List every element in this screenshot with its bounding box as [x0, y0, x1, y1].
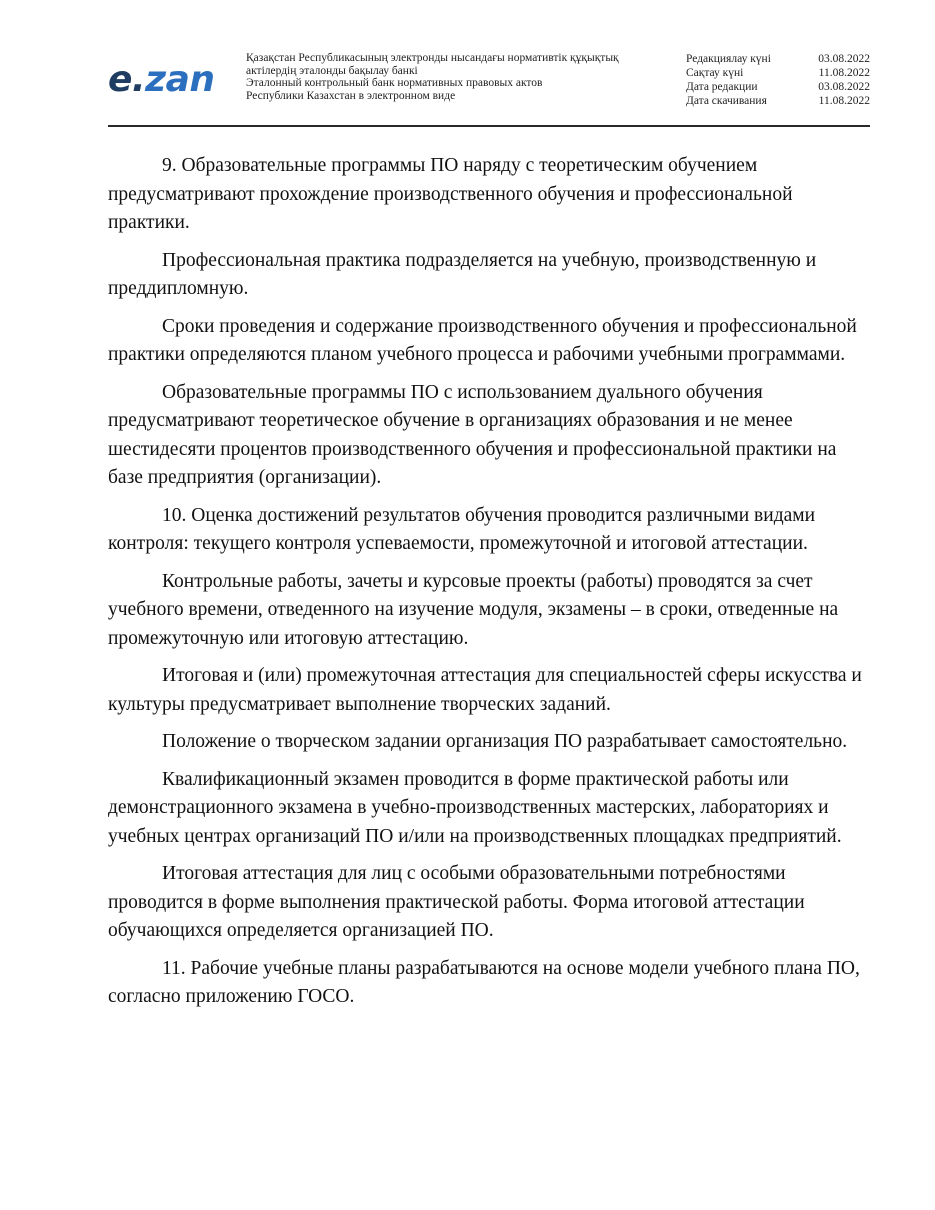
document-body — [108, 152, 868, 1021]
logo-zan: zan — [145, 59, 215, 100]
paragraph: Квалификационный экзамен проводится в форме практической работы или демонстрационного экзамена в учебно-производственных мастерских, лабораториях и учебных центрах организаций ПО и/или на производственных площадках предприятий. — [108, 768, 842, 847]
meta-label: Сақтау күні — [686, 67, 744, 79]
paragraph: Итоговая аттестация для лиц с особыми образовательными потребностями проводится в форме выполнения практической работы. Форма итоговой аттестации обучающихся определяется организацией ПО. — [108, 863, 805, 941]
meta-row-edit-date-kz — [686, 52, 870, 66]
paragraph: 11. Рабочие учебные планы разрабатываются на основе модели учебного плана ПО, согласно приложению ГОСО. — [108, 957, 860, 1007]
logo-dot: . — [131, 59, 146, 100]
header-description-line: Қазақстан Республикасының электронды нысандағы нормативтік құқықтық — [246, 52, 619, 64]
ezan-logo — [108, 54, 214, 98]
paragraph: Профессиональная практика подразделяется на учебную, производственную и преддипломную. — [108, 249, 817, 299]
header-description-line: Эталонный контрольный банк нормативных правовых актов — [246, 77, 543, 89]
header-meta — [686, 52, 870, 108]
logo-e: e — [108, 59, 132, 100]
header-description — [246, 52, 666, 102]
paragraph: Сроки проведения и содержание производственного обучения и профессиональной практики определяются планом учебного процесса и рабочими учебными программами. — [108, 315, 857, 365]
meta-value: 03.08.2022 — [818, 53, 870, 65]
meta-label: Дата скачивания — [686, 95, 767, 107]
meta-value: 11.08.2022 — [818, 95, 870, 107]
paragraph: Итоговая и (или) промежуточная аттестация для специальностей сферы искусства и культуры предусматривает выполнение творческих заданий. — [108, 665, 862, 715]
paragraph: Контрольные работы, зачеты и курсовые проекты (работы) проводятся за счет учебного времени, отведенного на изучение модуля, экзамены – в сроки, отведенные на промежуточную или итоговую аттестацию. — [108, 570, 839, 649]
meta-row-save-date-kz — [686, 66, 870, 80]
meta-row-download-date-ru — [686, 94, 870, 108]
page-header — [108, 48, 870, 110]
meta-label: Редакциялау күні — [686, 53, 771, 65]
paragraph: Положение о творческом задании организация ПО разрабатывает самостоятельно. — [162, 731, 848, 752]
meta-value: 03.08.2022 — [818, 81, 870, 93]
paragraph: 10. Оценка достижений результатов обучения проводится различными видами контроля: текущего контроля успеваемости, промежуточной и итоговой аттестации. — [108, 504, 816, 554]
paragraph: 9. Образовательные программы ПО наряду с теоретическим обучением предусматривают прохождение производственного обучения и профессиональной практики. — [108, 155, 793, 233]
header-divider — [108, 125, 870, 127]
meta-label: Дата редакции — [686, 81, 758, 93]
header-description-line: актілердің эталонды бақылау банкі — [246, 64, 418, 77]
paragraph: Образовательные программы ПО с использованием дуального обучения предусматривают теоретическое обучение в организациях образования и не менее шестидесяти процентов производственного обучения и профессиональной практики на базе предприятия (организации). — [108, 381, 837, 488]
header-description-line: Республики Казахстан в электронном виде — [246, 89, 456, 102]
meta-value: 11.08.2022 — [818, 67, 870, 79]
meta-row-edit-date-ru — [686, 80, 870, 94]
